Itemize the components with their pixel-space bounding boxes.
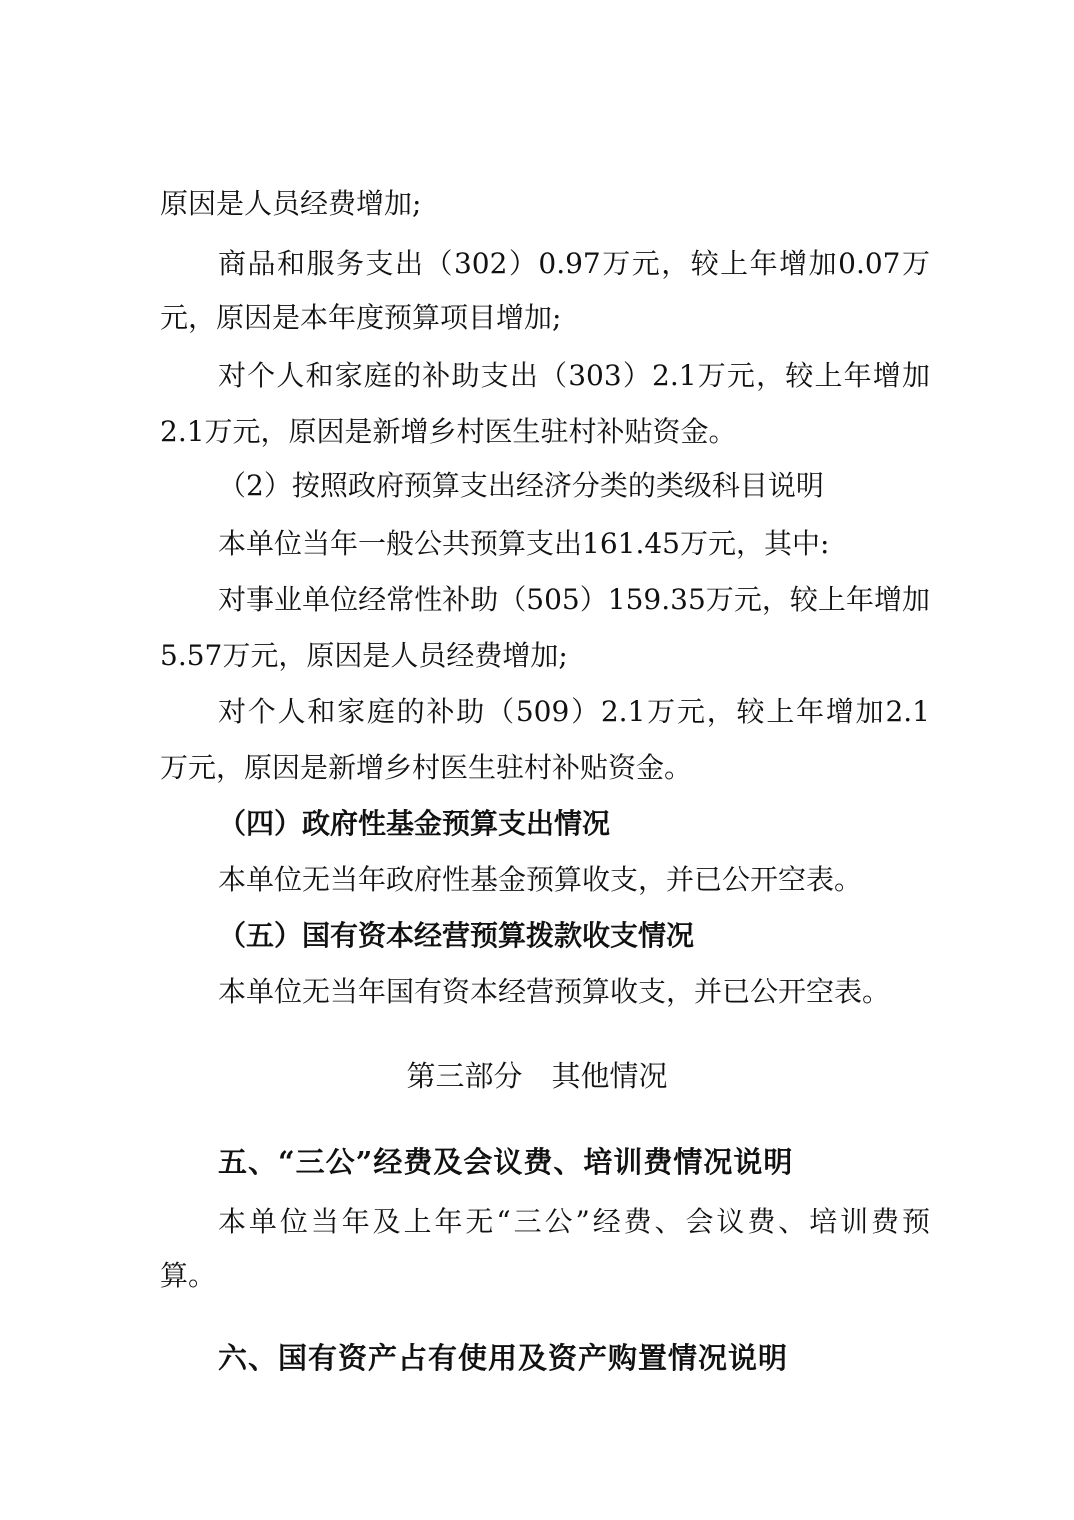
paragraph-line: 对个人和家庭的补助（509）2.1万元，较上年增加2.1: [218, 695, 930, 728]
section-heading-5: （五）国有资本经营预算拨款收支情况: [218, 919, 695, 952]
paragraph-line: 元，原因是本年度预算项目增加;: [160, 301, 562, 334]
paragraph-line: 本单位当年及上年无“三公”经费、会议费、培训费预: [218, 1205, 930, 1238]
section-heading-six: 六、国有资产占有使用及资产购置情况说明: [218, 1341, 789, 1375]
paragraph-line: 万元，原因是新增乡村医生驻村补贴资金。: [160, 751, 693, 784]
paragraph-line: 本单位无当年国有资本经营预算收支，并已公开空表。: [218, 975, 891, 1008]
paragraph-line: 对事业单位经常性补助（505）159.35万元，较上年增加: [218, 583, 930, 616]
paragraph-line: 对个人和家庭的补助支出（303）2.1万元，较上年增加: [218, 359, 930, 392]
part-title: 第三部分 其他情况: [406, 1059, 668, 1093]
paragraph-line: 本单位当年一般公共预算支出161.45万元，其中:: [218, 527, 830, 560]
paragraph-line: 本单位无当年政府性基金预算收支，并已公开空表。: [218, 863, 863, 896]
paragraph-line: 算。: [160, 1259, 217, 1292]
paragraph-line: 原因是人员经费增加;: [160, 187, 422, 220]
paragraph-line: 商品和服务支出（302）0.97万元，较上年增加0.07万: [218, 247, 930, 280]
subheading: （2）按照政府预算支出经济分类的类级科目说明: [218, 469, 824, 502]
section-heading-five: 五、“三公”经费及会议费、培训费情况说明: [218, 1145, 794, 1179]
paragraph-line: 2.1万元，原因是新增乡村医生驻村补贴资金。: [160, 415, 737, 448]
paragraph-line: 5.57万元，原因是人员经费增加;: [160, 639, 568, 672]
section-heading-4: （四）政府性基金预算支出情况: [218, 807, 611, 840]
